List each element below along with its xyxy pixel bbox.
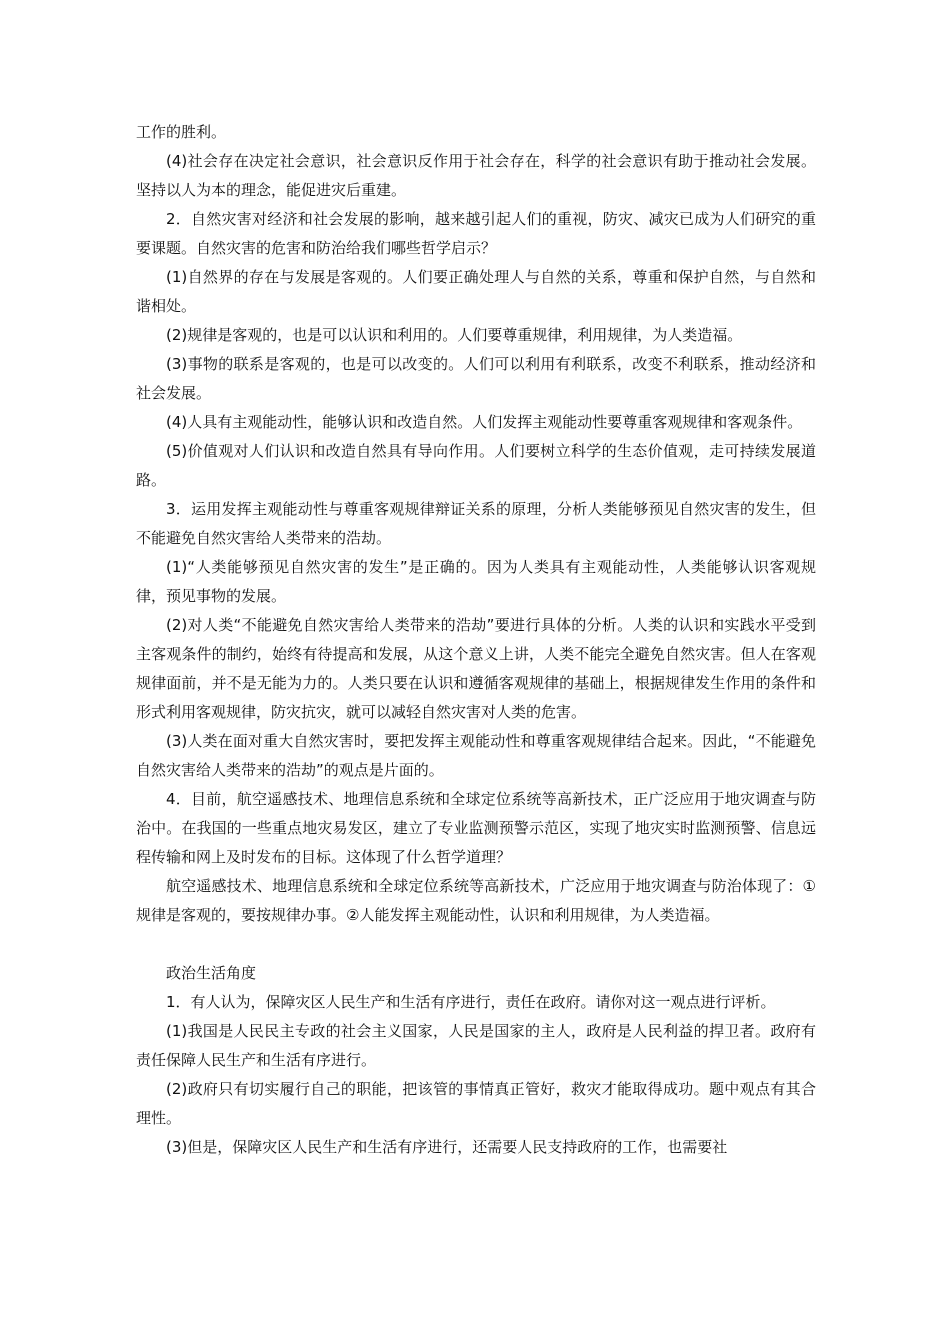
section-heading: 政治生活角度: [166, 964, 257, 982]
paragraph: (2)规律是客观的，也是可以认识和利用的。人们要尊重规律，利用规律，为人类造福。: [166, 326, 743, 344]
paragraph: (3)但是，保障灾区人民生产和生活有序进行，还需要人民支持政府的工作，也需要社: [166, 1138, 728, 1156]
paragraph: 1．有人认为，保障灾区人民生产和生活有序进行，责任在政府。请你对这一观点进行评析。: [166, 993, 776, 1011]
paragraph: (2)对人类“不能避免自然灾害给人类带来的浩劫”要进行具体的分析。人类的认识和实践水平受到主客观条件的制约，始终有待提高和发展，从这个意义上讲，人类不能完全避免自然灾害。但人在客观规律面前，并不是无能为力的。人类只要在认识和遵循客观规律的基础上，根据规律发生作用的条件和形式利用客观规律，防灾抗灾，就可以减轻自然灾害对人类的危害。: [136, 616, 816, 721]
document-body: [136, 118, 816, 1162]
paragraph: 工作的胜利。: [136, 123, 227, 141]
paragraph: (1)“人类能够预见自然灾害的发生”是正确的。因为人类具有主观能动性，人类能够认识客观规律，预见事物的发展。: [136, 558, 816, 605]
paragraph: 航空遥感技术、地理信息系统和全球定位系统等高新技术，广泛应用于地灾调查与防治体现了：①规律是客观的，要按规律办事。②人能发挥主观能动性，认识和利用规律，为人类造福。: [136, 877, 816, 924]
paragraph: 2．自然灾害对经济和社会发展的影响，越来越引起人们的重视，防灾、减灾已成为人们研究的重要课题。自然灾害的危害和防治给我们哪些哲学启示？: [136, 210, 816, 257]
paragraph: (2)政府只有切实履行自己的职能，把该管的事情真正管好，救灾才能取得成功。题中观点有其合理性。: [136, 1080, 816, 1127]
paragraph: 4．目前，航空遥感技术、地理信息系统和全球定位系统等高新技术，正广泛应用于地灾调查与防治中。在我国的一些重点地灾易发区，建立了专业监测预警示范区，实现了地灾实时监测预警、信息远程传输和网上及时发布的目标。这体现了什么哲学道理？: [136, 790, 816, 866]
paragraph: (4)社会存在决定社会意识，社会意识反作用于社会存在，科学的社会意识有助于推动社会发展。坚持以人为本的理念，能促进灾后重建。: [136, 152, 816, 199]
paragraph: (4)人具有主观能动性，能够认识和改造自然。人们发挥主观能动性要尊重客观规律和客观条件。: [166, 413, 803, 431]
paragraph: (5)价值观对人们认识和改造自然具有导向作用。人们要树立科学的生态价值观，走可持续发展道路。: [136, 442, 816, 489]
paragraph: (1)我国是人民民主专政的社会主义国家，人民是国家的主人，政府是人民利益的捍卫者。政府有责任保障人民生产和生活有序进行。: [136, 1022, 816, 1069]
paragraph: (1)自然界的存在与发展是客观的。人们要正确处理人与自然的关系，尊重和保护自然，与自然和谐相处。: [136, 268, 816, 315]
paragraph: 3．运用发挥主观能动性与尊重客观规律辩证关系的原理，分析人类能够预见自然灾害的发生，但不能避免自然灾害给人类带来的浩劫。: [136, 500, 816, 547]
paragraph: (3)事物的联系是客观的，也是可以改变的。人们可以利用有利联系，改变不利联系，推动经济和社会发展。: [136, 355, 816, 402]
section-spacer: [136, 930, 816, 959]
paragraph: (3)人类在面对重大自然灾害时，要把发挥主观能动性和尊重客观规律结合起来。因此，“不能避免自然灾害给人类带来的浩劫”的观点是片面的。: [136, 732, 816, 779]
